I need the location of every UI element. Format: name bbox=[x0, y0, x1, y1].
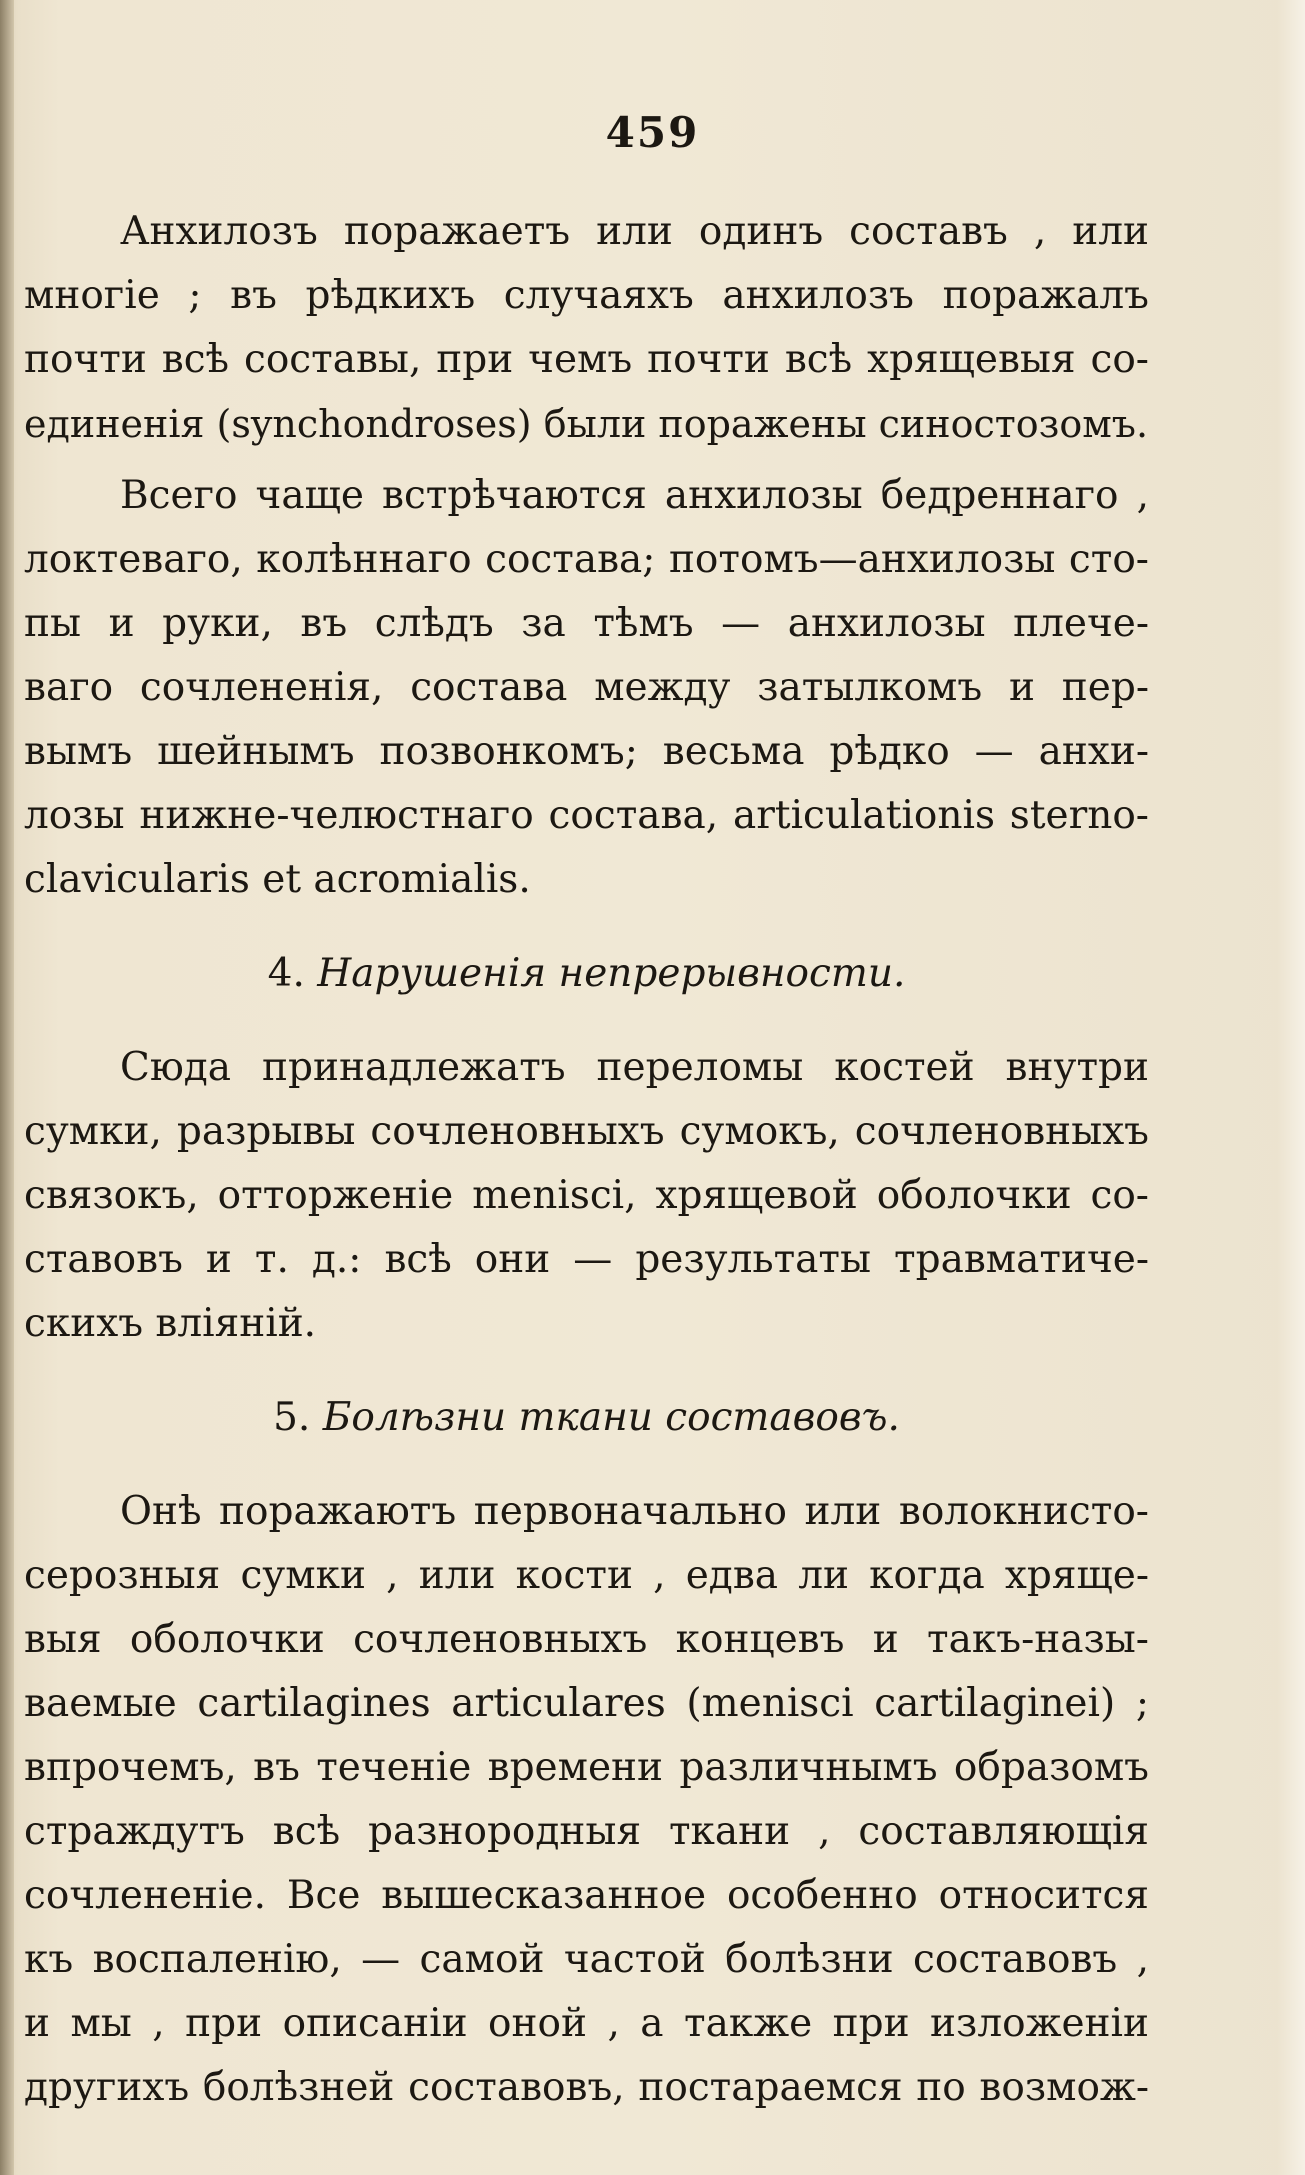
section-title: Болѣзни ткани составовъ. bbox=[322, 1395, 900, 1440]
body-text bbox=[24, 200, 1149, 2120]
spacer bbox=[24, 456, 1149, 464]
text-line: многіе ; въ рѣдкихъ случаяхъ анхилозъ поражалъ bbox=[24, 273, 1149, 318]
page-number: 459 bbox=[605, 108, 700, 157]
text-line: серозныя сумки , или кости , едва ли когда хряще- bbox=[24, 1553, 1149, 1598]
text-line: Анхилозъ поражаетъ или одинъ составъ , или bbox=[120, 209, 1149, 254]
text-line: вымъ шейнымъ позвонкомъ; весьма рѣдко — анхи- bbox=[24, 729, 1149, 774]
paragraph-joint-tissue-diseases bbox=[24, 1480, 1149, 2120]
section-title: Нарушенія непрерывности. bbox=[317, 951, 906, 996]
text-line: впрочемъ, въ теченіе времени различнымъ образомъ bbox=[24, 1745, 1149, 1790]
text-line: ваго сочлененія, состава между затылкомъ и пер- bbox=[24, 665, 1149, 710]
text-line: къ воспаленію, — самой частой болѣзни составовъ , bbox=[24, 1937, 1149, 1982]
paragraph-ankylosis-scope bbox=[24, 200, 1149, 456]
text-line: лозы нижне-челюстнаго состава, articulationis sterno- bbox=[24, 793, 1149, 838]
section-number: 4. bbox=[267, 951, 305, 996]
section-heading-4 bbox=[24, 942, 1149, 1006]
text-line: локтеваго, колѣннаго состава; потомъ—анхилозы сто- bbox=[24, 537, 1149, 582]
text-line: сумки, разрывы сочленовныхъ сумокъ, сочленовныхъ bbox=[24, 1109, 1149, 1154]
text-line: связокъ, отторженіе menisci, хрящевой оболочки со- bbox=[24, 1173, 1149, 1218]
section-heading-5 bbox=[24, 1386, 1149, 1450]
text-line: пы и руки, въ слѣдъ за тѣмъ — анхилозы плече- bbox=[24, 601, 1149, 646]
text-line: ставовъ и т. д.: всѣ они — результаты травматиче- bbox=[24, 1237, 1149, 1282]
section-number: 5. bbox=[273, 1395, 311, 1440]
text-line: и мы , при описаніи оной , а также при изложеніи bbox=[24, 2001, 1149, 2046]
text-line: сочлененіе. Все вышесказанное особенно относится bbox=[24, 1873, 1149, 1918]
text-line: ваемые cartilagines articulares (menisci cartilaginei) ; bbox=[24, 1681, 1149, 1726]
text-line: другихъ болѣзней составовъ, постараемся по возмож- bbox=[24, 2065, 1149, 2110]
spacer bbox=[24, 912, 1149, 942]
spacer bbox=[24, 1006, 1149, 1036]
text-line: страждутъ всѣ разнородныя ткани , составляющія bbox=[24, 1809, 1149, 1854]
text-line: скихъ вліяній. bbox=[24, 1301, 317, 1346]
text-line: почти всѣ составы, при чемъ почти всѣ хрящевыя со- bbox=[24, 337, 1149, 382]
spine-shadow bbox=[0, 0, 14, 2175]
text-line: Онѣ поражаютъ первоначально или волокнисто- bbox=[120, 1489, 1149, 1534]
spacer bbox=[24, 1450, 1149, 1480]
text-line: выя оболочки сочленовныхъ концевъ и такъ-назы- bbox=[24, 1617, 1149, 1662]
paragraph-ankylosis-frequency bbox=[24, 464, 1149, 912]
text-line: Всего чаще встрѣчаются анхилозы бедреннаго , bbox=[120, 473, 1149, 518]
spacer bbox=[24, 1356, 1149, 1386]
text-line: clavicularis et acromialis. bbox=[24, 857, 531, 902]
paragraph-continuity-disruptions bbox=[24, 1036, 1149, 1356]
text-line: единенія (synchondroses) были поражены синостозомъ. bbox=[24, 402, 1149, 446]
text-line: Сюда принадлежатъ переломы костей внутри bbox=[120, 1045, 1149, 1090]
page-edge bbox=[1277, 0, 1305, 2175]
